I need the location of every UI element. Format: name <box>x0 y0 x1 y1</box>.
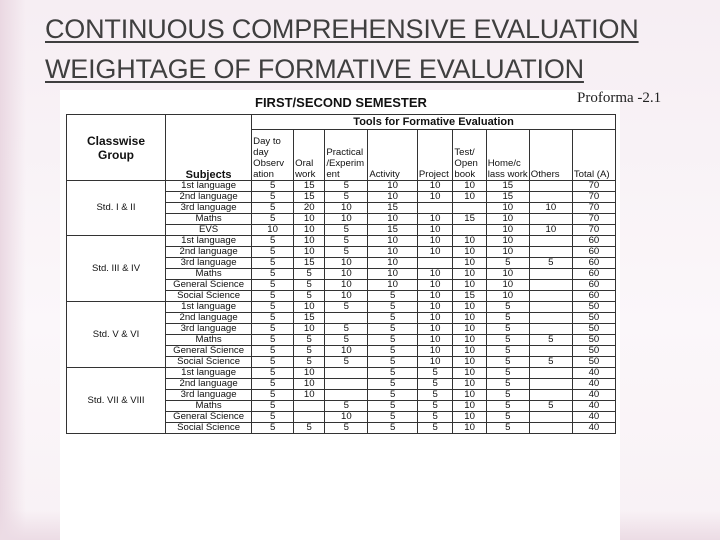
value-cell: 5 <box>252 313 294 324</box>
subject-cell: General Science <box>166 412 252 423</box>
value-cell <box>417 258 453 269</box>
value-cell: 10 <box>294 214 325 225</box>
value-cell: 5 <box>294 357 325 368</box>
value-cell: 5 <box>252 335 294 346</box>
subject-cell: General Science <box>166 280 252 291</box>
value-cell: 10 <box>453 313 486 324</box>
value-cell: 5 <box>325 423 368 434</box>
subject-cell: 2nd language <box>166 313 252 324</box>
value-cell: 10 <box>453 192 486 203</box>
value-cell: 5 <box>252 346 294 357</box>
table-header-row-1 <box>67 115 616 130</box>
value-cell: 10 <box>453 401 486 412</box>
tool-column-header: Project <box>417 130 453 181</box>
value-cell: 10 <box>325 280 368 291</box>
value-cell: 60 <box>572 291 615 302</box>
value-cell: 10 <box>453 181 486 192</box>
value-cell: 5 <box>368 291 418 302</box>
value-cell: 10 <box>453 280 486 291</box>
subject-cell: EVS <box>166 225 252 236</box>
value-cell: 5 <box>252 368 294 379</box>
value-cell: 5 <box>529 401 572 412</box>
subject-cell: 3rd language <box>166 203 252 214</box>
value-cell: 5 <box>325 357 368 368</box>
value-cell: 5 <box>325 401 368 412</box>
value-cell: 10 <box>453 236 486 247</box>
value-cell: 5 <box>417 379 453 390</box>
subject-cell: Maths <box>166 269 252 280</box>
value-cell: 10 <box>486 214 529 225</box>
value-cell: 5 <box>252 181 294 192</box>
value-cell: 5 <box>294 346 325 357</box>
value-cell: 50 <box>572 324 615 335</box>
value-cell: 5 <box>252 379 294 390</box>
value-cell <box>325 313 368 324</box>
tool-column-header: Test/ Open book <box>453 130 486 181</box>
value-cell <box>529 236 572 247</box>
value-cell: 70 <box>572 225 615 236</box>
tool-column-header: Practical /Experim ent <box>325 130 368 181</box>
value-cell: 5 <box>486 313 529 324</box>
value-cell: 5 <box>417 401 453 412</box>
value-cell: 15 <box>294 258 325 269</box>
value-cell: 10 <box>486 269 529 280</box>
subject-cell: 2nd language <box>166 192 252 203</box>
classwise-group-header: Classwise Group <box>67 115 166 181</box>
value-cell: 5 <box>294 280 325 291</box>
table-row <box>67 236 616 247</box>
value-cell: 10 <box>325 291 368 302</box>
value-cell: 40 <box>572 368 615 379</box>
weightage-table <box>66 114 616 434</box>
value-cell: 5 <box>486 423 529 434</box>
tool-column-header: Total (A) <box>572 130 615 181</box>
value-cell: 10 <box>453 269 486 280</box>
value-cell: 5 <box>368 335 418 346</box>
value-cell: 10 <box>417 181 453 192</box>
value-cell: 10 <box>294 379 325 390</box>
value-cell <box>453 203 486 214</box>
value-cell: 15 <box>294 192 325 203</box>
subject-cell: General Science <box>166 346 252 357</box>
value-cell: 10 <box>368 258 418 269</box>
value-cell: 10 <box>417 302 453 313</box>
value-cell <box>529 181 572 192</box>
value-cell: 10 <box>453 302 486 313</box>
tool-column-header: Home/c lass work <box>486 130 529 181</box>
subject-cell: 1st language <box>166 181 252 192</box>
tool-column-header: Activity <box>368 130 418 181</box>
subject-cell: 1st language <box>166 236 252 247</box>
value-cell: 5 <box>486 357 529 368</box>
value-cell: 10 <box>417 335 453 346</box>
value-cell: 5 <box>368 324 418 335</box>
value-cell: 60 <box>572 258 615 269</box>
value-cell: 10 <box>294 236 325 247</box>
slide-title-line-2: WEIGHTAGE OF FORMATIVE EVALUATION <box>45 54 584 84</box>
table-body <box>67 181 616 434</box>
value-cell: 10 <box>325 412 368 423</box>
value-cell: 10 <box>368 181 418 192</box>
class-group-cell: Std. III & IV <box>67 236 166 302</box>
value-cell <box>529 368 572 379</box>
value-cell <box>529 192 572 203</box>
value-cell: 60 <box>572 236 615 247</box>
value-cell <box>529 423 572 434</box>
value-cell: 5 <box>252 412 294 423</box>
subject-cell: 3rd language <box>166 324 252 335</box>
value-cell: 5 <box>252 236 294 247</box>
value-cell: 10 <box>417 269 453 280</box>
value-cell: 10 <box>417 192 453 203</box>
value-cell: 10 <box>368 236 418 247</box>
value-cell: 10 <box>417 357 453 368</box>
subject-cell: Social Science <box>166 357 252 368</box>
value-cell: 10 <box>294 368 325 379</box>
value-cell: 5 <box>252 192 294 203</box>
value-cell: 5 <box>417 423 453 434</box>
value-cell: 5 <box>294 423 325 434</box>
value-cell: 10 <box>368 214 418 225</box>
class-group-cell: Std. I & II <box>67 181 166 236</box>
value-cell: 10 <box>294 225 325 236</box>
value-cell <box>529 214 572 225</box>
value-cell: 5 <box>486 335 529 346</box>
value-cell: 50 <box>572 346 615 357</box>
class-group-cell: Std. V & VI <box>67 302 166 368</box>
value-cell <box>453 225 486 236</box>
tool-column-header: Others <box>529 130 572 181</box>
value-cell: 5 <box>368 379 418 390</box>
value-cell: 60 <box>572 280 615 291</box>
value-cell: 5 <box>368 313 418 324</box>
value-cell: 10 <box>529 203 572 214</box>
value-cell: 5 <box>486 390 529 401</box>
value-cell: 10 <box>417 214 453 225</box>
value-cell: 40 <box>572 412 615 423</box>
value-cell: 5 <box>252 291 294 302</box>
value-cell: 10 <box>325 269 368 280</box>
value-cell: 10 <box>529 225 572 236</box>
value-cell: 5 <box>252 247 294 258</box>
value-cell: 10 <box>453 423 486 434</box>
value-cell: 10 <box>417 236 453 247</box>
value-cell <box>529 280 572 291</box>
value-cell: 70 <box>572 203 615 214</box>
value-cell: 5 <box>368 357 418 368</box>
value-cell: 5 <box>252 390 294 401</box>
value-cell: 15 <box>294 181 325 192</box>
value-cell: 5 <box>529 335 572 346</box>
value-cell: 10 <box>453 390 486 401</box>
value-cell: 10 <box>486 225 529 236</box>
value-cell: 10 <box>453 379 486 390</box>
value-cell: 40 <box>572 390 615 401</box>
value-cell: 50 <box>572 302 615 313</box>
value-cell: 5 <box>325 335 368 346</box>
tools-header: Tools for Formative Evaluation <box>252 115 616 130</box>
subject-cell: 2nd language <box>166 379 252 390</box>
value-cell: 70 <box>572 192 615 203</box>
value-cell: 5 <box>486 412 529 423</box>
value-cell: 10 <box>294 390 325 401</box>
value-cell: 5 <box>368 390 418 401</box>
value-cell: 10 <box>486 236 529 247</box>
value-cell: 60 <box>572 247 615 258</box>
slide-title-line-1: CONTINUOUS COMPREHENSIVE EVALUATION <box>45 14 639 44</box>
subject-cell: Maths <box>166 335 252 346</box>
value-cell: 5 <box>325 192 368 203</box>
tool-column-header: Oral work <box>294 130 325 181</box>
value-cell: 70 <box>572 181 615 192</box>
value-cell: 10 <box>325 203 368 214</box>
value-cell <box>417 203 453 214</box>
value-cell: 5 <box>325 302 368 313</box>
subjects-header: Subjects <box>166 115 252 181</box>
value-cell: 5 <box>252 302 294 313</box>
value-cell: 5 <box>368 346 418 357</box>
value-cell: 40 <box>572 401 615 412</box>
value-cell: 10 <box>417 324 453 335</box>
value-cell: 5 <box>252 423 294 434</box>
value-cell: 60 <box>572 269 615 280</box>
value-cell: 10 <box>453 335 486 346</box>
value-cell: 10 <box>486 203 529 214</box>
value-cell: 5 <box>368 401 418 412</box>
value-cell: 15 <box>368 225 418 236</box>
value-cell: 10 <box>417 291 453 302</box>
value-cell: 10 <box>486 291 529 302</box>
value-cell <box>325 390 368 401</box>
value-cell: 10 <box>453 412 486 423</box>
value-cell: 15 <box>453 291 486 302</box>
value-cell: 5 <box>252 280 294 291</box>
subject-cell: 3rd language <box>166 258 252 269</box>
value-cell: 5 <box>252 357 294 368</box>
subject-cell: 2nd language <box>166 247 252 258</box>
value-cell: 15 <box>486 192 529 203</box>
value-cell: 10 <box>294 324 325 335</box>
value-cell: 10 <box>417 313 453 324</box>
value-cell: 5 <box>252 269 294 280</box>
value-cell: 10 <box>417 247 453 258</box>
value-cell: 5 <box>417 412 453 423</box>
subject-cell: 1st language <box>166 368 252 379</box>
value-cell: 40 <box>572 423 615 434</box>
value-cell: 5 <box>252 258 294 269</box>
slide-left-decoration <box>0 0 26 540</box>
value-cell: 10 <box>453 368 486 379</box>
subject-cell: Maths <box>166 214 252 225</box>
value-cell: 10 <box>252 225 294 236</box>
value-cell: 5 <box>368 423 418 434</box>
table-row <box>67 181 616 192</box>
value-cell: 10 <box>368 269 418 280</box>
subject-cell: Maths <box>166 401 252 412</box>
value-cell <box>325 379 368 390</box>
value-cell: 5 <box>294 269 325 280</box>
value-cell: 5 <box>529 258 572 269</box>
value-cell: 5 <box>294 335 325 346</box>
value-cell: 5 <box>486 346 529 357</box>
value-cell: 10 <box>453 357 486 368</box>
value-cell: 70 <box>572 214 615 225</box>
value-cell: 15 <box>453 214 486 225</box>
value-cell: 5 <box>325 181 368 192</box>
value-cell: 10 <box>453 258 486 269</box>
value-cell: 5 <box>252 203 294 214</box>
value-cell: 10 <box>325 346 368 357</box>
document-scan <box>60 90 620 540</box>
value-cell <box>325 368 368 379</box>
class-group-cell: Std. VII & VIII <box>67 368 166 434</box>
value-cell: 5 <box>368 412 418 423</box>
value-cell: 10 <box>368 192 418 203</box>
value-cell: 15 <box>294 313 325 324</box>
value-cell: 5 <box>325 225 368 236</box>
value-cell: 10 <box>486 280 529 291</box>
value-cell: 10 <box>368 280 418 291</box>
value-cell: 5 <box>368 302 418 313</box>
value-cell <box>529 313 572 324</box>
value-cell: 20 <box>294 203 325 214</box>
value-cell: 10 <box>325 258 368 269</box>
subject-cell: 1st language <box>166 302 252 313</box>
value-cell: 10 <box>325 214 368 225</box>
value-cell: 5 <box>417 390 453 401</box>
value-cell: 5 <box>252 324 294 335</box>
value-cell: 5 <box>486 258 529 269</box>
subject-cell: Social Science <box>166 423 252 434</box>
value-cell: 5 <box>486 368 529 379</box>
value-cell: 5 <box>325 324 368 335</box>
semester-heading: FIRST/SECOND SEMESTER <box>255 95 427 110</box>
value-cell <box>529 346 572 357</box>
value-cell <box>529 291 572 302</box>
value-cell: 5 <box>486 302 529 313</box>
subject-cell: 3rd language <box>166 390 252 401</box>
value-cell: 10 <box>486 247 529 258</box>
value-cell <box>529 390 572 401</box>
value-cell <box>294 412 325 423</box>
value-cell: 50 <box>572 313 615 324</box>
value-cell: 50 <box>572 335 615 346</box>
value-cell: 5 <box>417 368 453 379</box>
value-cell: 40 <box>572 379 615 390</box>
value-cell: 10 <box>417 280 453 291</box>
value-cell: 10 <box>453 324 486 335</box>
value-cell: 10 <box>294 247 325 258</box>
value-cell: 5 <box>252 214 294 225</box>
value-cell: 5 <box>486 379 529 390</box>
value-cell: 50 <box>572 357 615 368</box>
value-cell: 15 <box>486 181 529 192</box>
value-cell: 10 <box>417 225 453 236</box>
value-cell: 10 <box>294 302 325 313</box>
value-cell: 5 <box>486 324 529 335</box>
value-cell: 5 <box>529 357 572 368</box>
value-cell <box>529 379 572 390</box>
subject-cell: Social Science <box>166 291 252 302</box>
value-cell: 5 <box>252 401 294 412</box>
value-cell: 5 <box>486 401 529 412</box>
value-cell <box>529 247 572 258</box>
tool-column-header: Day to day Observ ation <box>252 130 294 181</box>
value-cell: 10 <box>453 247 486 258</box>
value-cell <box>529 269 572 280</box>
value-cell: 5 <box>294 291 325 302</box>
value-cell: 10 <box>417 346 453 357</box>
value-cell: 5 <box>368 368 418 379</box>
value-cell: 10 <box>368 247 418 258</box>
value-cell <box>529 302 572 313</box>
proforma-label: Proforma -2.1 <box>577 90 662 106</box>
value-cell: 15 <box>368 203 418 214</box>
value-cell: 10 <box>453 346 486 357</box>
value-cell: 5 <box>325 236 368 247</box>
table-row <box>67 302 616 313</box>
value-cell <box>529 324 572 335</box>
table-row <box>67 368 616 379</box>
value-cell: 5 <box>325 247 368 258</box>
value-cell <box>529 412 572 423</box>
value-cell <box>294 401 325 412</box>
